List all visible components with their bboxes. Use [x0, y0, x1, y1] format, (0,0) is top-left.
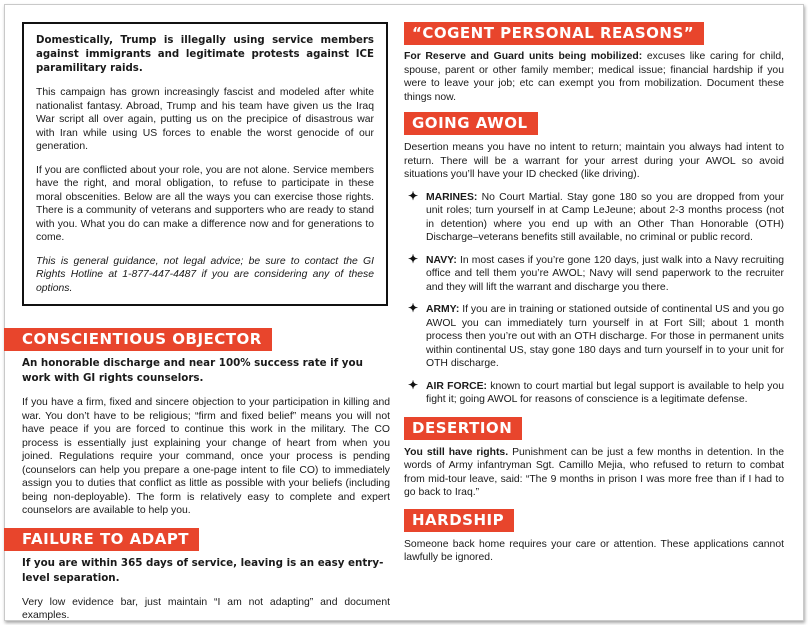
desertion-section: [404, 417, 784, 500]
cogent-paragraph: [404, 50, 784, 104]
awol-item-label: NAVY:: [426, 254, 457, 266]
conscientious-heading: CONSCIENTIOUS OBJECTOR: [4, 328, 272, 351]
desertion-subheading: You still have rights.: [404, 446, 509, 458]
awol-body: Desertion means you have no intent to return; maintain you always had intent to return. There will be a warrant for your arrest during your AWOL so avoid situations you’ll have your ID checked (like driving).: [404, 142, 784, 180]
failure-section: [22, 528, 390, 623]
intro-paragraph-2: If you are conflicted about your role, you are not alone. Service members have the right, and moral obligation, to refuse to participate in these moral obscenities. Below are all the ways you can exercise those rights. There is a community of veterans and supporters who are ready to stand with you. What you do can make a difference now and for generations to come.: [36, 164, 374, 243]
awol-item-text: No Court Martial. Stay gone 180 so you are dropped from your unit roles; turn yourself in at Camp LeJeune; about 2-3 months process (not in detention) where you end up with an Other Than Honorable (OTH) Discharge–veterans benefits still available, no criminal or public record.: [426, 191, 784, 243]
desertion-heading: DESERTION: [404, 417, 522, 440]
cogent-heading: “COGENT PERSONAL REASONS”: [404, 22, 704, 45]
intro-lead: Domestically, Trump is illegally using service members against immigrants and legitimate protests against ICE paramilitary raids.: [36, 35, 374, 74]
awol-item-marines: [404, 188, 784, 245]
awol-section: [404, 112, 784, 407]
awol-branch-list: [404, 188, 785, 407]
left-column: [22, 22, 390, 623]
right-column: [404, 22, 784, 565]
desertion-body: Punishment can be just a few months in detention. In the words of Army infantryman Sgt. Camillo Mejia, who refused to return to combat from mid-tour leave, said: “The 9 months in prison I was more free than if I had to go back to Iraq.”: [404, 446, 784, 498]
cogent-body: excuses like caring for child, spouse, parent or other family member; medical issue; financial hardship if you were to leave your job; etc can exempt you from mobilization. Document these things now.: [404, 51, 784, 103]
awol-item-label: MARINES:: [426, 191, 478, 203]
cogent-section: [404, 22, 784, 104]
desertion-paragraph: [404, 446, 784, 500]
awol-item-text: In most cases if you’re gone 120 days, just walk into a Navy recruiting office and tell them you’re AWOL; Navy will send paperwork to the recruiter and they will lift the warrant and discharge you there.: [426, 254, 784, 293]
awol-item-navy: [404, 251, 784, 295]
awol-heading: GOING AWOL: [404, 112, 538, 135]
bullet-icon: ✦: [408, 301, 419, 315]
bullet-icon: ✦: [408, 251, 419, 266]
conscientious-section: [22, 328, 390, 518]
bullet-icon: ✦: [408, 188, 419, 203]
failure-heading: FAILURE TO ADAPT: [4, 528, 199, 551]
hardship-heading: HARDSHIP: [404, 509, 514, 532]
awol-item-label: ARMY:: [426, 304, 460, 315]
awol-item-army: [404, 303, 784, 371]
intro-legal-note: This is general guidance, not legal advice; be sure to contact the GI Rights Hotline at 1-877-447-4487 if you are considering any of these options.: [36, 255, 374, 294]
bullet-icon: ✦: [408, 377, 419, 392]
conscientious-subheading: An honorable discharge and near 100% success rate if you work with GI rights counselors.: [22, 357, 363, 384]
cogent-subheading: For Reserve and Guard units being mobilized:: [404, 51, 643, 62]
intro-paragraph-1: This campaign has grown increasingly fascist and modeled after white nationalist fantasy. Abroad, Trump and his team have given us the Iraq War script all over again, putting us on the precipice of disastrous war with Iran while using US forces to enable the worst genocide of our generation.: [36, 87, 374, 152]
failure-body: Very low evidence bar, just maintain “I am not adapting” and document examples.: [22, 596, 390, 621]
intro-box: [22, 22, 388, 306]
conscientious-body: If you have a firm, fixed and sincere objection to your participation in killing and war. You don’t have to be religious; “firm and fixed belief” means you will not have peace if you are forced to continue this work in the military. The CO process is essentially just explaining your change of heart from when you joined. Regulations require your command, once your process is pending (counselors can help you prepare a one-page intent to file CO) to immediately assign you to duties that conflict as little as possible with your beliefs (including being non-deployable). The form is relatively easy to complete and expert counselors are available to help you.: [22, 397, 390, 516]
awol-item-label: AIR FORCE:: [426, 380, 488, 392]
hardship-body: Someone back home requires your care or attention. These applications cannot lawfully be ignored.: [404, 538, 784, 563]
awol-item-text: If you are in training or stationed outside of continental US and you go AWOL you can immediately turn yourself in at Fort Sill; about 1 month process then you’re out with an OTH discharge. For those in permanent units within continental US, stay gone 180 days and turn yourself in to your unit for OTH discharge.: [426, 304, 784, 369]
hardship-section: [404, 509, 784, 565]
awol-item-air-force: [404, 377, 785, 407]
awol-item-text: known to court martial but legal support is available to help you fight it; going AWOL for reasons of conscience is a legitimate defense.: [426, 380, 785, 405]
failure-subheading: If you are within 365 days of service, leaving is an easy entry-level separation.: [22, 556, 384, 584]
